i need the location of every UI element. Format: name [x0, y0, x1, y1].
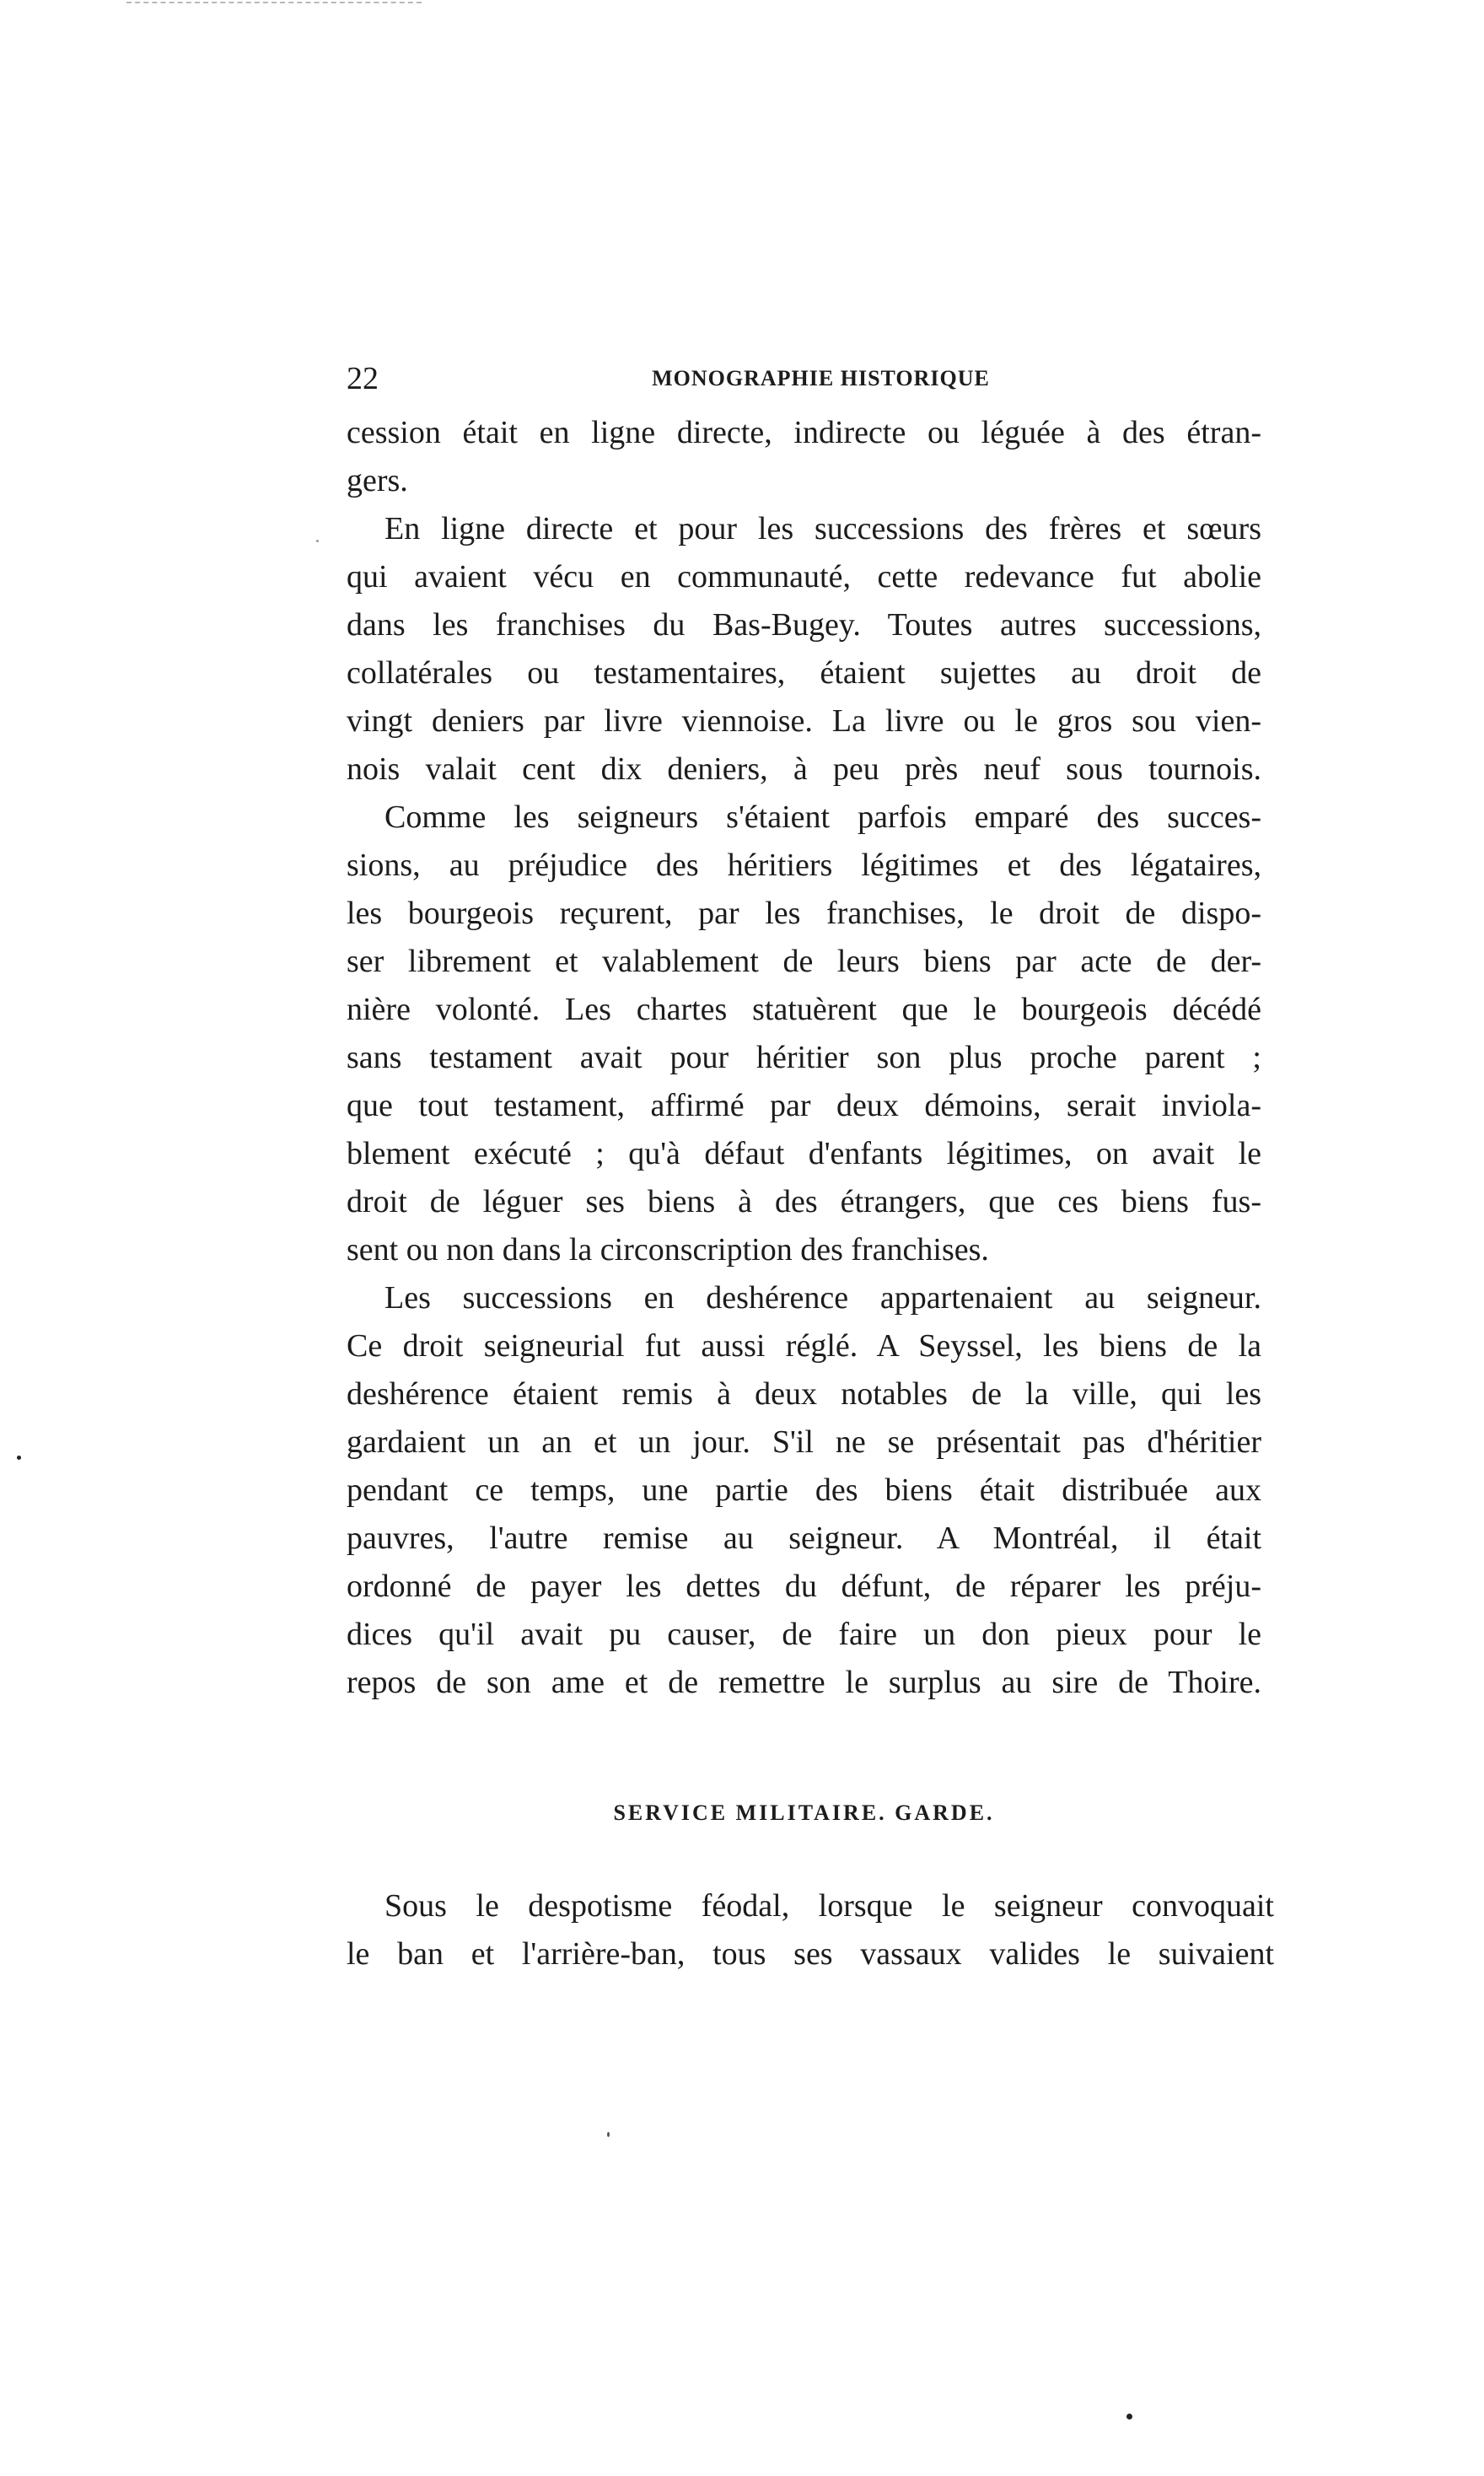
text-line: les bourgeois reçurent, par les franchises, le droit de dispo- — [347, 896, 1261, 931]
text-line: deshérence étaient remis à deux notables de la ville, qui les — [347, 1376, 1261, 1412]
text-line: vingt deniers par livre viennoise. La livre ou le gros sou vien- — [347, 703, 1261, 739]
text-line: Sous le despotisme féodal, lorsque le seigneur convoquait — [384, 1888, 1274, 1924]
scan-speck — [607, 2132, 610, 2137]
text-line: ser librement et valablement de leurs biens par acte de der- — [347, 944, 1261, 979]
text-line: En ligne directe et pour les successions des frères et sœurs — [384, 511, 1261, 546]
text-line: gardaient un an et un jour. S'il ne se présentait pas d'héritier — [347, 1424, 1261, 1460]
text-line: gers. — [347, 463, 408, 498]
scan-speck — [316, 540, 319, 542]
text-line: blement exécuté ; qu'à défaut d'enfants légitimes, on avait le — [347, 1136, 1261, 1171]
scan-speck — [17, 1456, 21, 1460]
text-line: sent ou non dans la circonscription des franchises. — [347, 1232, 989, 1268]
page-number: 22 — [347, 361, 379, 396]
section-text — [347, 1882, 1274, 1978]
text-line: dans les franchises du Bas-Bugey. Toutes autres successions, — [347, 607, 1261, 643]
running-title: MONOGRAPHIE HISTORIQUE — [652, 366, 990, 390]
text-line: pendant ce temps, une partie des biens était distribuée aux — [347, 1472, 1261, 1508]
text-line: dices qu'il avait pu causer, de faire un don pieux pour le — [347, 1617, 1261, 1652]
text-line: qui avaient vécu en communauté, cette redevance fut abolie — [347, 559, 1261, 595]
text-line: pauvres, l'autre remise au seigneur. A Montréal, il était — [347, 1521, 1261, 1556]
main-text — [347, 409, 1261, 1707]
scan-speck — [1126, 2414, 1132, 2419]
text-line: sions, au préjudice des héritiers légitimes et des légataires, — [347, 848, 1261, 883]
text-line: droit de léguer ses biens à des étrangers, que ces biens fus- — [347, 1184, 1261, 1219]
text-line: le ban et l'arrière-ban, tous ses vassaux valides le suivaient — [347, 1936, 1274, 1972]
text-line: nière volonté. Les chartes statuèrent que le bourgeois décédé — [347, 992, 1261, 1027]
text-line: ordonné de payer les dettes du défunt, de réparer les préju- — [347, 1569, 1261, 1604]
text-line: Les successions en deshérence appartenaient au seigneur. — [384, 1280, 1261, 1316]
top-edge-dashes — [126, 2, 422, 3]
text-line: collatérales ou testamentaires, étaient sujettes au droit de — [347, 655, 1261, 691]
text-line: cession était en ligne directe, indirecte ou léguée à des étran- — [347, 415, 1261, 450]
text-line: nois valait cent dix deniers, à peu près neuf sous tournois. — [347, 751, 1261, 787]
text-line: Ce droit seigneurial fut aussi réglé. A Seyssel, les biens de la — [347, 1328, 1261, 1364]
text-line: sans testament avait pour héritier son plus proche parent ; — [347, 1040, 1261, 1075]
text-line: repos de son ame et de remettre le surplus au sire de Thoire. — [347, 1665, 1261, 1700]
section-heading: SERVICE MILITAIRE. GARDE. — [613, 1800, 995, 1825]
text-line: Comme les seigneurs s'étaient parfois emparé des succes- — [384, 799, 1261, 835]
page-header — [347, 358, 1261, 400]
text-line: que tout testament, affirmé par deux démoins, serait inviola- — [347, 1088, 1261, 1123]
